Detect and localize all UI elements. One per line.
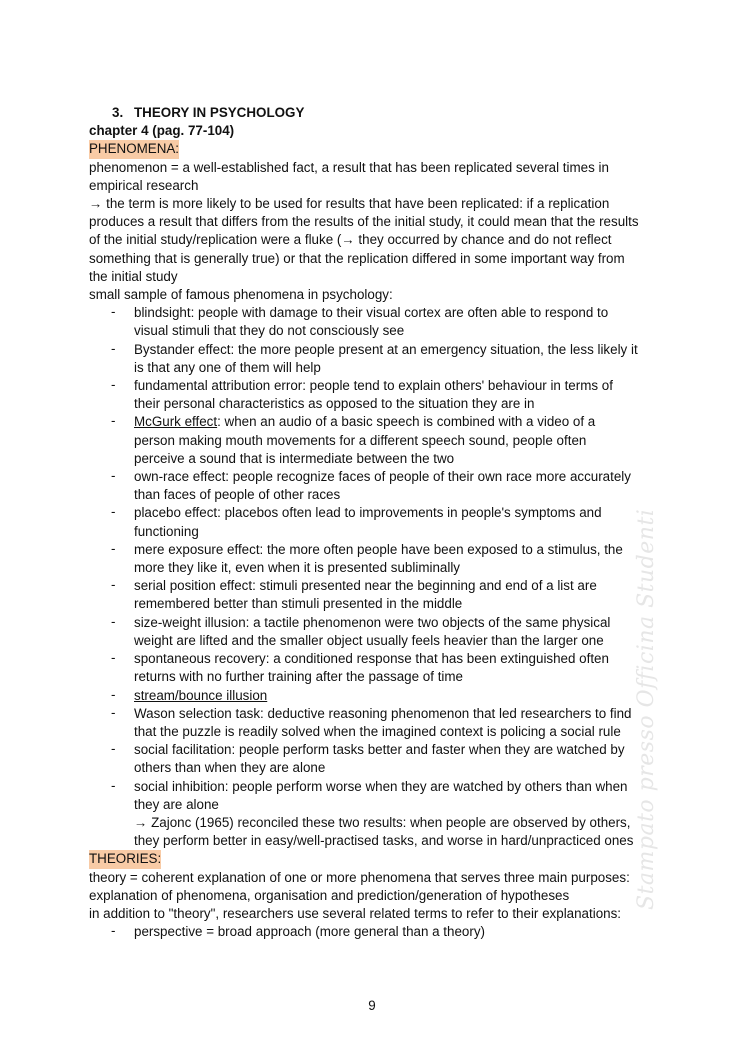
section-heading xyxy=(89,104,659,122)
chapter-reference: chapter 4 (pag. 77-104) xyxy=(89,123,235,139)
list-item xyxy=(89,413,659,468)
list-item-line xyxy=(134,541,659,559)
list-item-line xyxy=(134,450,659,468)
list-item-text: social facilitation: people perform tasks better and faster when they are watched by xyxy=(134,742,625,758)
list-item-text: they are alone xyxy=(134,796,219,812)
page-number: 9 xyxy=(368,998,376,1013)
list-item-text: person making mouth movements for a different speech sound, people often xyxy=(134,432,587,448)
list-item-line xyxy=(134,687,659,705)
list-item xyxy=(89,468,659,504)
list-item-text: weight are lifted and the smaller object usually feels heavier than the larger one xyxy=(134,632,604,648)
dash-bullet: - xyxy=(111,540,116,556)
list-item xyxy=(89,778,659,814)
list-item-line xyxy=(134,923,659,941)
list-item-line xyxy=(134,523,659,541)
list-item-text: that the puzzle is readily solved when the imagined context is policing a social rule xyxy=(134,723,621,739)
list-item-text: placebo effect: placebos often lead to improvements in people's symptoms and xyxy=(134,505,602,521)
list-item-line xyxy=(134,705,659,723)
phenomena-paragraph xyxy=(89,159,659,305)
list-item-line xyxy=(134,668,659,686)
list-item-text: spontaneous recovery: a conditioned response that has been extinguished often xyxy=(134,651,609,667)
list-item xyxy=(89,577,659,613)
list-item-text: remembered better than stimuli presented in the middle xyxy=(134,596,463,612)
section-number: 3. xyxy=(112,105,124,120)
list-item-text: more they like it, even when it is presented subliminally xyxy=(134,560,460,576)
paragraph-line: of the initial study/replication were a fluke (→ they occurred by chance and do not reflect xyxy=(89,232,612,248)
list-item-text: others than when they are alone xyxy=(134,760,326,776)
underlined-term: stream/bounce illusion xyxy=(134,687,268,703)
list-item-line xyxy=(134,614,659,632)
paragraph-line: small sample of famous phenomena in psychology: xyxy=(89,287,393,303)
list-item xyxy=(89,341,659,377)
dash-bullet: - xyxy=(111,377,116,393)
list-item-line xyxy=(134,432,659,450)
dash-bullet: - xyxy=(111,650,116,666)
list-item-line xyxy=(134,359,659,377)
list-item xyxy=(89,650,659,686)
list-item-line xyxy=(134,377,659,395)
document-page xyxy=(89,104,659,941)
list-item-text: visual stimuli that they do not consciously see xyxy=(134,323,405,339)
theories-list xyxy=(89,923,659,941)
underlined-term: McGurk effect xyxy=(134,414,218,430)
list-item-line xyxy=(134,577,659,595)
paragraph-line: → the term is more likely to be used for results that have been replicated: if a replication xyxy=(89,196,610,212)
watermark: Stampato presso Officina Studenti xyxy=(634,508,659,910)
list-item-text: perceive a sound that is intermediate between the two xyxy=(134,450,455,466)
dash-bullet: - xyxy=(111,413,116,429)
section-title: THEORY IN PSYCHOLOGY xyxy=(134,105,305,120)
note-line: they perform better in easy/well-practised tasks, and worse in hard/unpracticed ones xyxy=(134,833,634,849)
dash-bullet: - xyxy=(111,577,116,593)
paragraph-line: phenomenon = a well-established fact, a result that has been replicated several times in xyxy=(89,159,609,175)
list-item-line xyxy=(134,304,659,322)
paragraph-line: explanation of phenomena, organisation and prediction/generation of hypotheses xyxy=(89,887,570,903)
paragraph-line: something that is generally true) or that the replication differed in some important way from xyxy=(89,250,625,266)
list-item-text: size-weight illusion: a tactile phenomenon were two objects of the same physical xyxy=(134,614,611,630)
phenomena-label: PHENOMENA: xyxy=(89,140,179,158)
list-item-text: perspective = broad approach (more general than a theory) xyxy=(134,924,485,940)
paragraph-line: produces a result that differs from the results of the initial study, it could mean that the results xyxy=(89,214,639,230)
list-item-text: their personal characteristics as opposed to the situation they are in xyxy=(134,396,535,412)
dash-bullet: - xyxy=(111,686,116,702)
dash-bullet: - xyxy=(111,340,116,356)
list-item-line xyxy=(134,504,659,522)
list-item-text: mere exposure effect: the more often people have been exposed to a stimulus, the xyxy=(134,541,623,557)
list-item-line xyxy=(134,486,659,504)
phenomena-list xyxy=(89,304,659,814)
list-item-line xyxy=(134,395,659,413)
list-item-line xyxy=(134,595,659,613)
dash-bullet: - xyxy=(111,613,116,629)
zajonc-note xyxy=(89,814,659,850)
dash-bullet: - xyxy=(111,741,116,757)
list-item-text: is that any one of them will help xyxy=(134,359,321,375)
list-item-text: functioning xyxy=(134,523,199,539)
dash-bullet: - xyxy=(111,504,116,520)
paragraph-line: theory = coherent explanation of one or more phenomena that serves three main purposes: xyxy=(89,869,630,885)
list-item-line xyxy=(134,650,659,668)
list-item xyxy=(89,687,659,705)
list-item-text: Wason selection task: deductive reasoning phenomenon that led researchers to find xyxy=(134,705,632,721)
paragraph-line: in addition to "theory", researchers use several related terms to refer to their explanations: xyxy=(89,905,622,921)
list-item xyxy=(89,504,659,540)
list-item-line xyxy=(134,778,659,796)
list-item-text: social inhibition: people perform worse when they are watched by others than when xyxy=(134,778,628,794)
list-item-line xyxy=(134,759,659,777)
list-item xyxy=(89,741,659,777)
theories-label: THEORIES: xyxy=(89,850,161,868)
list-item-text: Bystander effect: the more people present at an emergency situation, the less likely it xyxy=(134,341,638,357)
list-item-text: own-race effect: people recognize faces of people of their own race more accurately xyxy=(134,469,631,485)
list-item-line xyxy=(134,468,659,486)
note-line: → Zajonc (1965) reconciled these two results: when people are observed by others, xyxy=(134,814,631,830)
list-item xyxy=(89,923,659,941)
dash-bullet: - xyxy=(111,304,116,320)
list-item xyxy=(89,304,659,340)
list-item xyxy=(89,377,659,413)
paragraph-line: empirical research xyxy=(89,177,199,193)
list-item-line xyxy=(134,322,659,340)
list-item xyxy=(89,614,659,650)
dash-bullet: - xyxy=(111,777,116,793)
list-item-line xyxy=(134,341,659,359)
list-item xyxy=(89,541,659,577)
list-item xyxy=(89,705,659,741)
list-item-line xyxy=(134,559,659,577)
list-item-text: : when an audio of a basic speech is combined with a video of a xyxy=(217,414,596,430)
list-item-text: blindsight: people with damage to their visual cortex are often able to respond to xyxy=(134,305,609,321)
dash-bullet: - xyxy=(111,468,116,484)
dash-bullet: - xyxy=(111,704,116,720)
list-item-text: serial position effect: stimuli presented near the beginning and end of a list are xyxy=(134,578,597,594)
list-item-line xyxy=(134,632,659,650)
theories-paragraph xyxy=(89,869,659,924)
list-item-text: returns with no further training after the passage of time xyxy=(134,669,463,685)
list-item-text: fundamental attribution error: people tend to explain others' behaviour in terms of xyxy=(134,378,613,394)
list-item-text: than faces of people of other races xyxy=(134,487,341,503)
list-item-line xyxy=(134,723,659,741)
list-item-line xyxy=(134,741,659,759)
paragraph-line: the initial study xyxy=(89,268,178,284)
dash-bullet: - xyxy=(111,923,116,939)
list-item-line xyxy=(134,796,659,814)
list-item-line xyxy=(134,413,659,431)
